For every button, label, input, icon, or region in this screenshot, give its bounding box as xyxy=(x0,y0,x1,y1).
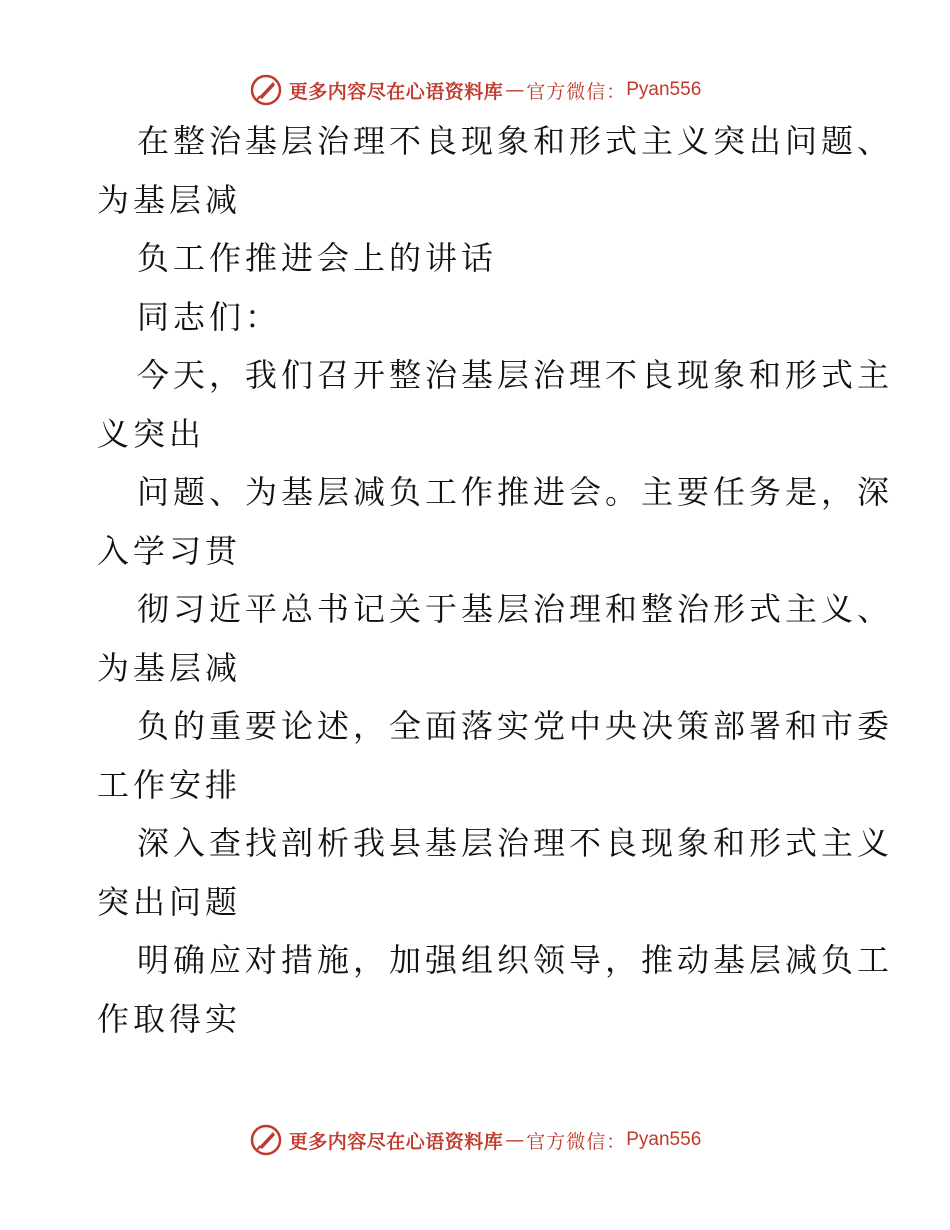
body-line: 彻习近平总书记关于基层治理和整治形式主义、 xyxy=(137,590,894,628)
body-line: 为基层减 xyxy=(97,648,242,687)
body-line: 入学习贯 xyxy=(97,531,242,570)
quill-logo-icon xyxy=(249,73,283,107)
watermark-separator: — xyxy=(505,79,525,101)
body-line: 为基层减 xyxy=(97,180,242,219)
quill-logo-icon xyxy=(249,1123,283,1157)
watermark-account: Pyan556 xyxy=(626,1129,702,1150)
body-line: 突出问题 xyxy=(97,882,242,921)
body-line: 义突出 xyxy=(97,414,206,453)
body-line: 负的重要论述，全面落实党中央决策部署和市委 xyxy=(137,707,894,745)
watermark-wechat-label: 官方微信： xyxy=(526,80,627,103)
body-line: 负工作推进会上的讲话 xyxy=(137,239,498,277)
body-line: 深入查找剖析我县基层治理不良现象和形式主义 xyxy=(137,824,894,862)
body-line: 明确应对措施，加强组织领导，推动基层减负工 xyxy=(137,941,894,979)
body-line: 在整治基层治理不良现象和形式主义突出问题、 xyxy=(137,122,894,160)
watermark-site-name: 更多内容尽在心语资料库 xyxy=(288,1130,504,1153)
speech-body xyxy=(97,112,894,1048)
body-line: 作取得实 xyxy=(97,999,242,1038)
watermark-wechat-label: 官方微信： xyxy=(526,1130,627,1153)
watermark-site-name: 更多内容尽在心语资料库 xyxy=(288,80,504,103)
footer-watermark xyxy=(0,1120,950,1160)
body-line: 问题、为基层减负工作推进会。主要任务是，深 xyxy=(137,473,894,511)
body-line: 工作安排 xyxy=(97,765,242,804)
header-watermark xyxy=(0,70,950,110)
watermark-account: Pyan556 xyxy=(626,79,702,100)
salutation: 同志们： xyxy=(137,297,282,336)
body-line: 今天，我们召开整治基层治理不良现象和形式主 xyxy=(137,356,894,394)
watermark-separator: — xyxy=(505,1129,525,1151)
